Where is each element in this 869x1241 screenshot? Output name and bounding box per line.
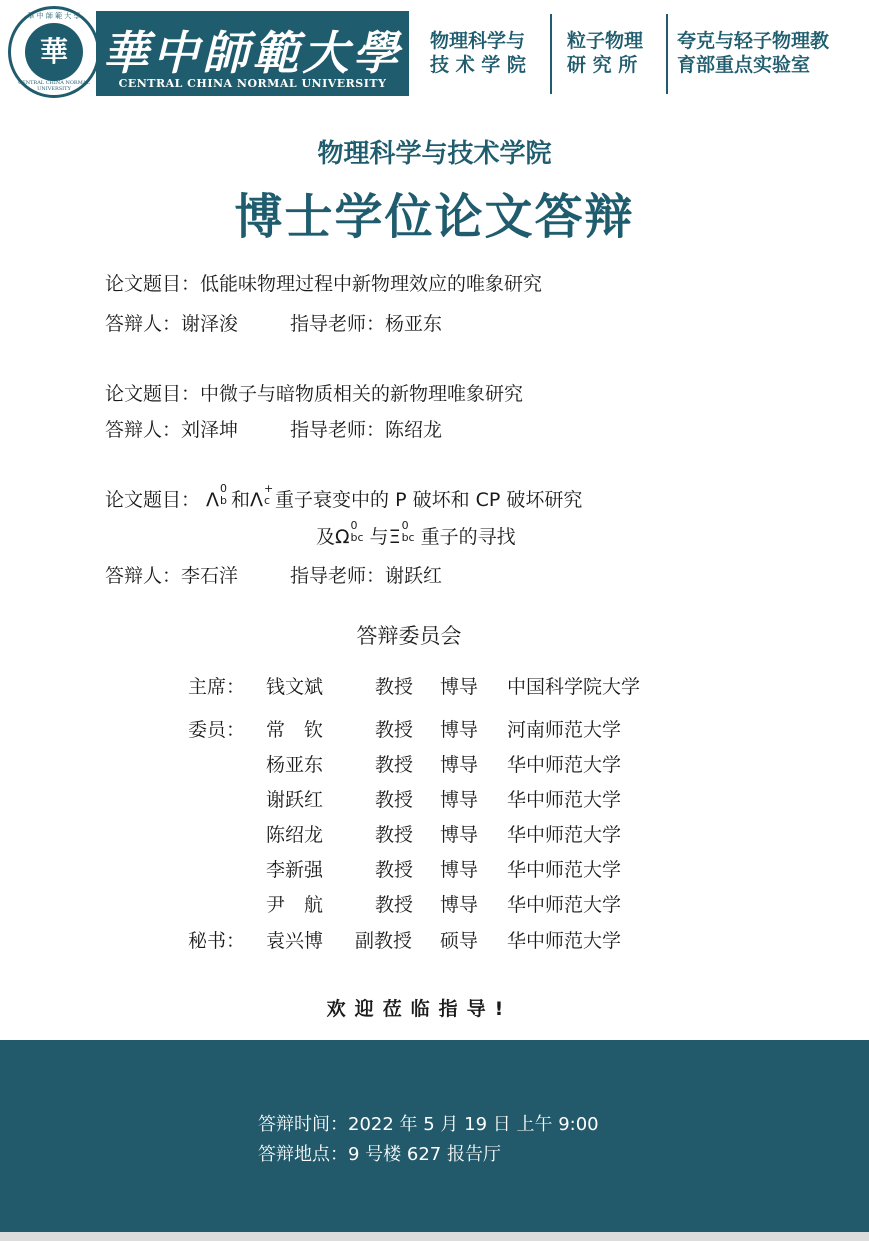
thesis-with: 与 [369, 526, 389, 548]
committee-member-institution: 华中师范大学 [507, 930, 622, 952]
committee-member-name: 袁兴博 [266, 930, 324, 952]
committee-member-institution: 中国科学院大学 [507, 676, 641, 698]
defender-row [105, 309, 238, 336]
committee-member-name: 常 钦 [266, 719, 324, 741]
committee-member-name: 尹 航 [266, 894, 324, 916]
advisor-label: 指导老师： [290, 565, 386, 587]
committee-member-title: 教授 [375, 754, 414, 776]
committee-member-name: 陈绍龙 [266, 824, 324, 846]
committee-member-institution: 华中师范大学 [507, 824, 622, 846]
unit-line-2: 育部重点实验室 [677, 54, 811, 76]
committee-member-name: 李新强 [266, 859, 324, 881]
page-title: 博士学位论文答辩 [234, 189, 635, 245]
lambda-symbol: Λ [206, 489, 220, 511]
defense-time: 答辩时间：2022 年 5 月 19 日 上午 9:00 [258, 1114, 599, 1135]
defender-label: 答辩人： [105, 313, 182, 335]
committee-role: 秘书： [188, 930, 246, 952]
university-banner [96, 11, 409, 96]
university-seal-logo [8, 6, 100, 98]
thesis-title: 中微子与暗物质相关的新物理唯象研究 [200, 383, 524, 405]
committee-member-title: 教授 [375, 859, 414, 881]
seal-ring-top-text: 華 中 師 範 大 學 [27, 12, 81, 20]
unit-line-1: 夸克与轻子物理教 [677, 30, 830, 52]
thesis-label: 论文题目： [105, 383, 201, 405]
college-name: 物理科学与技术学院 [317, 139, 552, 169]
committee-title: 答辩委员会 [356, 624, 462, 648]
advisor-name: 谢跃红 [385, 565, 443, 587]
seal-center-glyph: 華 [25, 23, 83, 81]
thesis-title-row [105, 269, 542, 296]
defender-name: 李石洋 [181, 565, 239, 587]
unit-line-1: 粒子物理 [567, 30, 644, 52]
advisor-row [290, 309, 442, 336]
header-divider [666, 14, 668, 94]
defense-place: 答辩地点：9 号楼 627 报告厅 [258, 1144, 501, 1165]
xi-superscript: 0 [401, 519, 409, 532]
committee-member-title: 副教授 [355, 930, 413, 952]
university-name-cn: 華中師範大學 [102, 26, 403, 80]
committee-member-institution: 河南师范大学 [507, 719, 622, 741]
committee-member-title: 教授 [375, 789, 414, 811]
committee-member-supervisor: 博导 [440, 789, 479, 811]
defender-label: 答辩人： [105, 419, 182, 441]
committee-member-supervisor: 硕导 [440, 930, 479, 952]
defender-row [105, 561, 238, 588]
header [0, 0, 869, 100]
committee-member-institution: 华中师范大学 [507, 894, 622, 916]
thesis-and: 和 [231, 489, 251, 511]
header-divider [550, 14, 552, 94]
defender-row [105, 415, 238, 442]
advisor-row [290, 561, 442, 588]
omega-superscript: 0 [350, 519, 358, 532]
footer [0, 1040, 869, 1232]
advisor-label: 指导老师： [290, 313, 386, 335]
thesis-title-row [105, 379, 523, 406]
xi-subscript: bc [401, 531, 415, 544]
committee-member-name: 钱文斌 [266, 676, 324, 698]
omega-symbol: Ω [335, 526, 350, 548]
thesis-title-row-continued [316, 519, 516, 549]
lambda-b-subscript: b [220, 494, 227, 507]
thesis-title: 低能味物理过程中新物理效应的唯象研究 [200, 273, 543, 295]
advisor-name: 陈绍龙 [385, 419, 443, 441]
defender-name: 谢泽浚 [181, 313, 239, 335]
committee-member-supervisor: 博导 [440, 676, 479, 698]
lambda-symbol: Λ [250, 489, 264, 511]
committee-member-institution: 华中师范大学 [507, 754, 622, 776]
advisor-label: 指导老师： [290, 419, 386, 441]
seal-ring-bottom-text: CENTRAL CHINA NORMAL UNIVERSITY [18, 80, 90, 92]
committee-member-supervisor: 博导 [440, 824, 479, 846]
committee-role: 委员： [188, 719, 246, 741]
omega-subscript: bc [350, 531, 364, 544]
university-name-en: CENTRAL CHINA NORMAL UNIVERSITY [118, 77, 387, 90]
unit-line-1: 物理科学与 [430, 30, 526, 52]
committee-role: 主席： [188, 676, 246, 698]
committee-member-institution: 华中师范大学 [507, 859, 622, 881]
committee-member-title: 教授 [375, 676, 414, 698]
thesis-label: 论文题目： [105, 273, 201, 295]
unit-key-laboratory [677, 29, 829, 77]
committee-member-supervisor: 博导 [440, 754, 479, 776]
unit-line-2: 技 术 学 院 [430, 54, 526, 76]
committee-member-title: 教授 [375, 719, 414, 741]
committee-member-supervisor: 博导 [440, 859, 479, 881]
committee-member-supervisor: 博导 [440, 719, 479, 741]
thesis-title-part: 重子的寻找 [420, 526, 516, 548]
unit-physics-school [430, 29, 526, 77]
thesis-title-part: 及 [316, 526, 336, 548]
committee-member-name: 杨亚东 [266, 754, 324, 776]
committee-member-name: 谢跃红 [266, 789, 324, 811]
lambda-c-superscript: + [264, 482, 274, 495]
committee-member-title: 教授 [375, 824, 414, 846]
xi-symbol: Ξ [388, 526, 401, 548]
advisor-name: 杨亚东 [385, 313, 443, 335]
welcome-message: 欢迎莅临指导! [326, 998, 513, 1020]
committee-member-title: 教授 [375, 894, 414, 916]
committee-member-supervisor: 博导 [440, 894, 479, 916]
unit-particle-institute [567, 29, 643, 77]
defender-name: 刘泽坤 [181, 419, 239, 441]
committee-member-institution: 华中师范大学 [507, 789, 622, 811]
advisor-row [290, 415, 442, 442]
bottom-edge [0, 1232, 869, 1241]
defender-label: 答辩人： [105, 565, 182, 587]
thesis-label: 论文题目： [105, 489, 201, 511]
lambda-c-subscript: c [264, 494, 271, 507]
lambda-b-superscript: 0 [220, 482, 228, 495]
unit-line-2: 研 究 所 [567, 54, 638, 76]
thesis-title-row [105, 482, 583, 512]
thesis-title-part: 重子衰变中的 P 破坏和 CP 破坏研究 [275, 489, 583, 511]
